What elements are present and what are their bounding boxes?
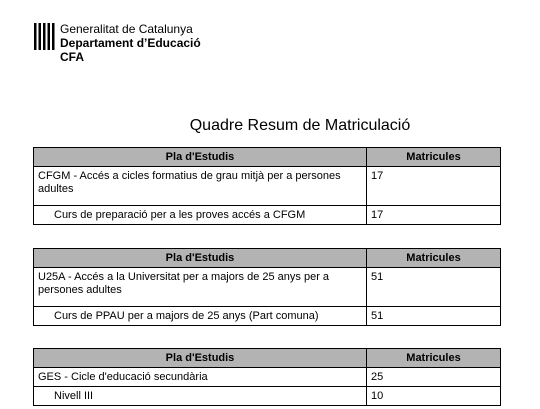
enrollment-count-cell: 10 [367, 387, 501, 406]
enrollment-count-cell: 51 [367, 268, 501, 307]
org-line-department: Departament d’Educació [60, 36, 201, 50]
study-plan-cell: CFGM - Accés a cicles formatius de grau mitjà per a persones adultes [34, 167, 367, 206]
enrollment-count-cell: 51 [367, 307, 501, 326]
table-row [34, 206, 501, 225]
table-row [34, 368, 501, 387]
enrollment-table-ges [33, 348, 501, 406]
table-row [34, 167, 501, 206]
enrollment-count-cell: 17 [367, 206, 501, 225]
org-line-government: Generalitat de Catalunya [60, 22, 193, 36]
study-plan-cell: GES - Cicle d'educació secundària [34, 368, 367, 387]
table-header-row [34, 148, 501, 167]
document-header [34, 22, 201, 64]
course-cell: Curs de PPAU per a majors de 25 anys (Part comuna) [34, 307, 367, 326]
org-line-center-type: CFA [60, 50, 84, 64]
table-row [34, 268, 501, 307]
column-header-study-plan: Pla d'Estudis [34, 249, 367, 268]
table-row [34, 307, 501, 326]
enrollment-count-cell: 17 [367, 167, 501, 206]
column-header-enrollments: Matricules [367, 349, 501, 368]
enrollment-count-cell: 25 [367, 368, 501, 387]
table-row [34, 387, 501, 406]
column-header-enrollments: Matricules [367, 249, 501, 268]
column-header-study-plan: Pla d'Estudis [34, 349, 367, 368]
column-header-study-plan: Pla d'Estudis [34, 148, 367, 167]
table-header-row [34, 349, 501, 368]
study-plan-cell: U25A - Accés a la Universitat per a majors de 25 anys per a persones adultes [34, 268, 367, 307]
table-header-row [34, 249, 501, 268]
course-cell: Curs de preparació per a les proves accés a CFGM [34, 206, 367, 225]
enrollment-table-cfgm [33, 147, 501, 225]
course-cell: Nivell III [34, 387, 367, 406]
catalonia-stripes-icon [34, 23, 56, 50]
organization-name [60, 22, 201, 64]
column-header-enrollments: Matricules [367, 148, 501, 167]
enrollment-table-u25a [33, 248, 501, 326]
report-title: Quadre Resum de Matriculació [189, 117, 411, 134]
